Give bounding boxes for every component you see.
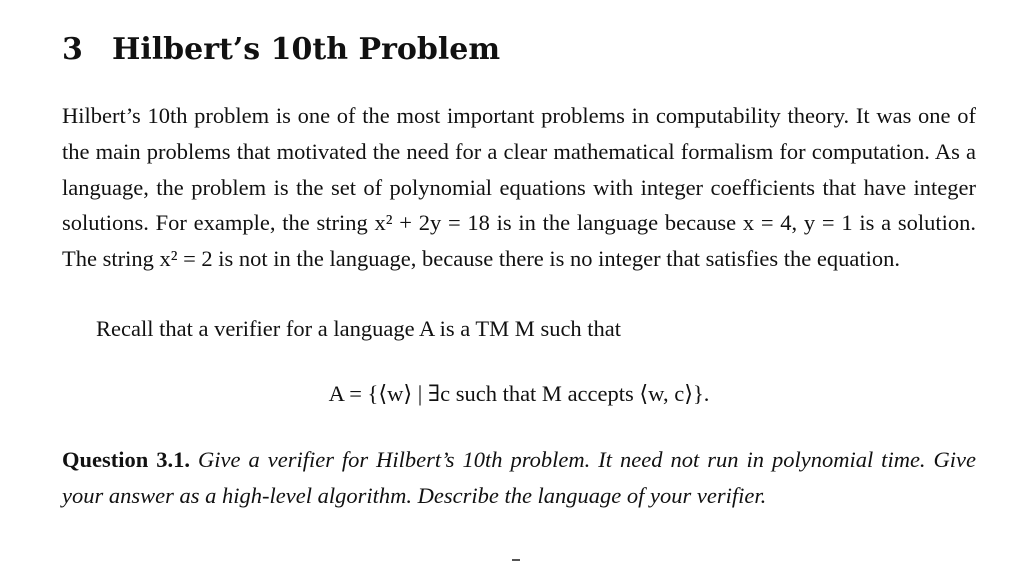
display-equation: A = {⟨w⟩ | ∃c such that M accepts ⟨w, c⟩}. — [328, 381, 710, 406]
question-block — [62, 442, 976, 514]
section-heading — [62, 30, 500, 70]
section-number: 3 — [62, 32, 83, 67]
page-edge-mark — [512, 559, 520, 561]
question-text: Give a verifier for Hilbert’s 10th problem. It need not run in polynomial time. Give your answer as a high-level algorithm. Describe the language of your verifier. — [62, 447, 977, 508]
section-title: Hilbert’s 10th Problem — [112, 32, 501, 67]
question-label: Question 3.1. — [62, 447, 191, 472]
body-paragraph-intro: Hilbert’s 10th problem is one of the most important problems in computability theory. It was one of the main problems that motivated the need for a clear mathematical formalism for computation. As a language, the problem is the set of polynomial equations with integer coefficients that have integer solutions. For example, the string x² + 2y = 18 is in the language because x = 4, y = 1 is a solution. The string x² = 2 is not in the language, because there is no integer that satisfies the equation. — [62, 103, 976, 272]
body-paragraph-verifier: Recall that a verifier for a language A is a TM M such that — [96, 316, 622, 341]
